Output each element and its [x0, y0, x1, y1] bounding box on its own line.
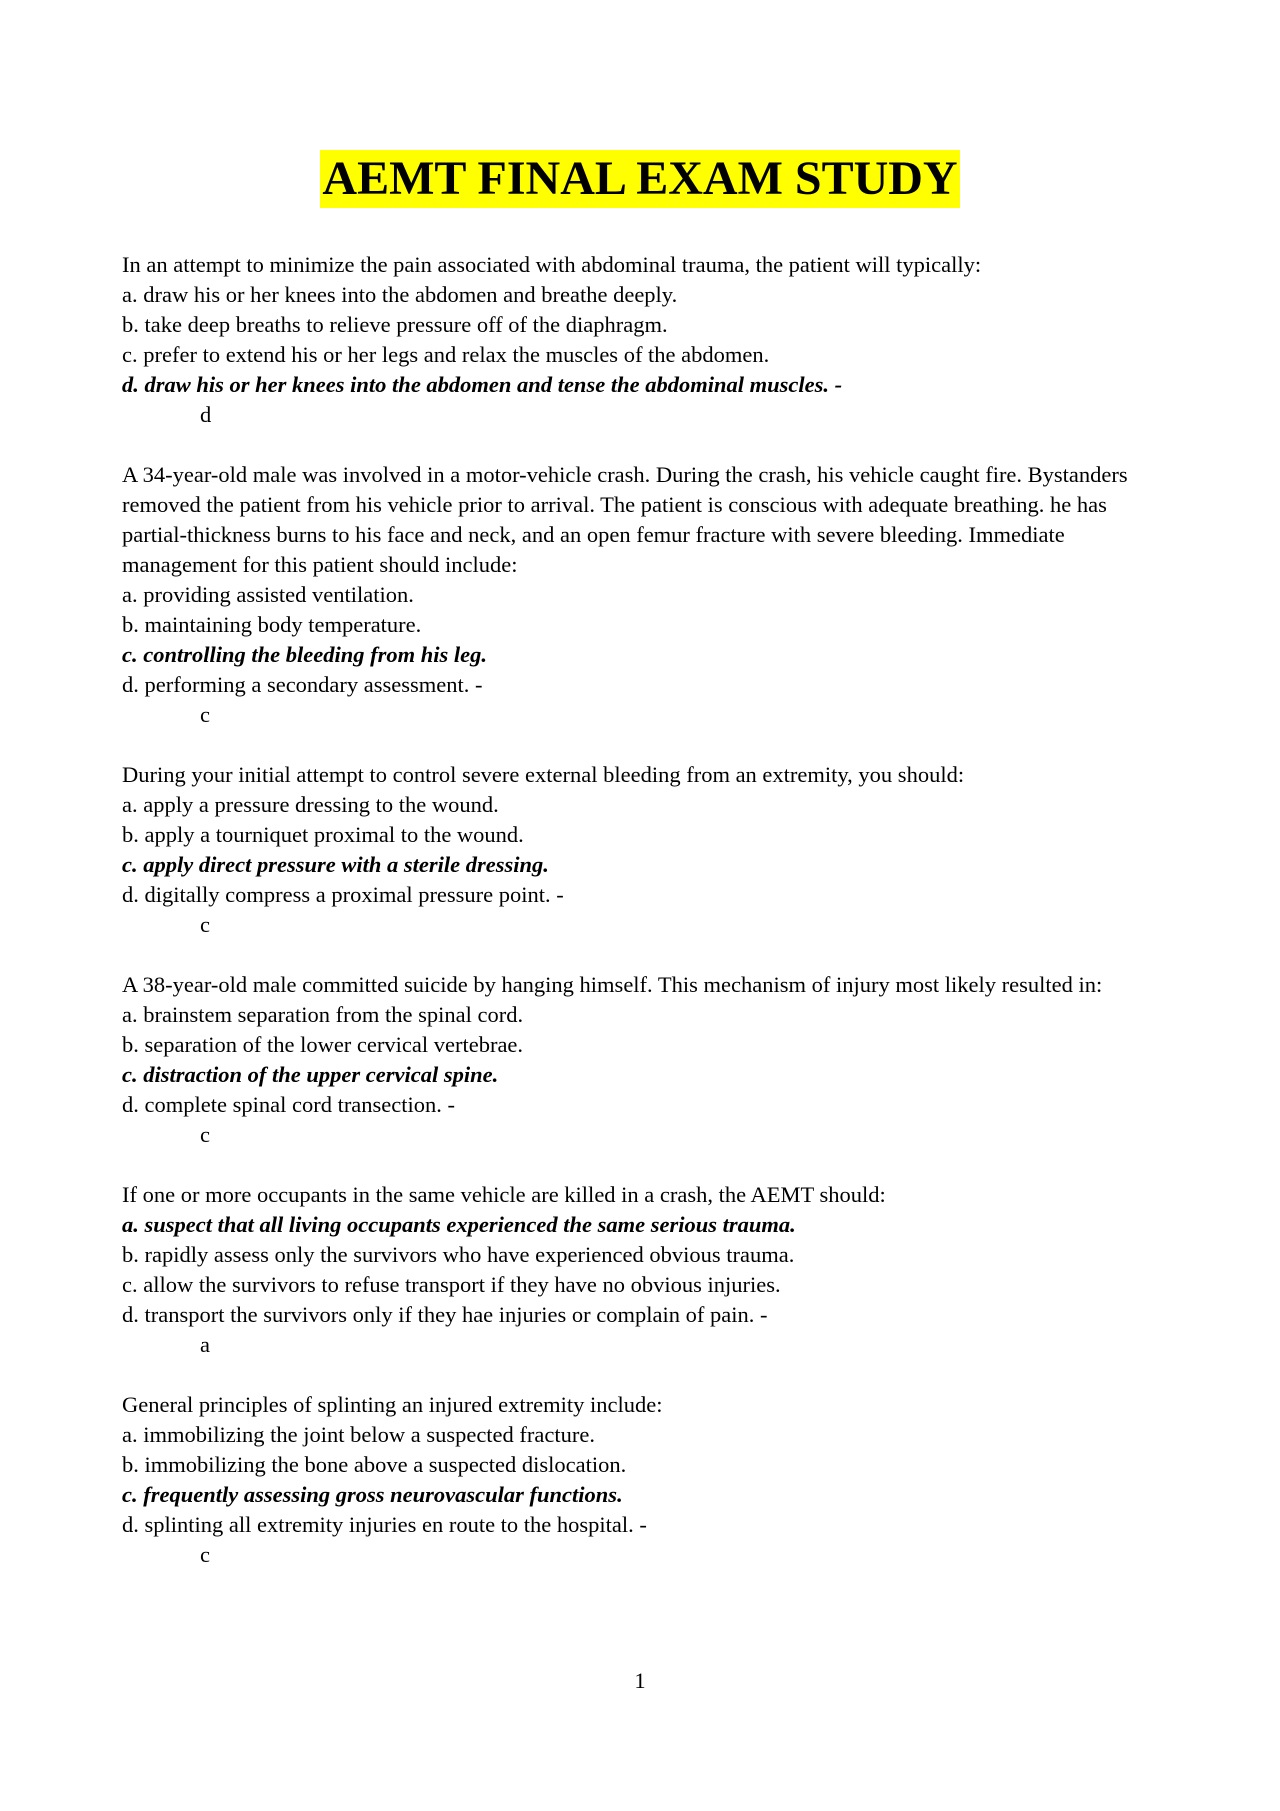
answer-option: c. prefer to extend his or her legs and relax the muscles of the abdomen.: [122, 342, 770, 367]
question-stem: During your initial attempt to control severe external bleeding from an extremity, you should:: [122, 762, 965, 787]
answer-option: a. brainstem separation from the spinal cord.: [122, 1002, 524, 1027]
correct-option: a. suspect that all living occupants experienced the same serious trauma.: [122, 1212, 796, 1237]
question-stem: General principles of splinting an injured extremity include:: [122, 1392, 663, 1417]
question-block: [122, 460, 1172, 730]
answer-option: d. splinting all extremity injuries en route to the hospital. -: [122, 1512, 647, 1537]
question-block: [122, 1390, 1172, 1570]
correct-option: c. apply direct pressure with a sterile dressing.: [122, 852, 549, 877]
answer-option: b. apply a tourniquet proximal to the wound.: [122, 822, 524, 847]
correct-option: c. controlling the bleeding from his leg.: [122, 642, 488, 667]
answer-option: a. draw his or her knees into the abdomen and breathe deeply.: [122, 282, 678, 307]
answer-option: d. complete spinal cord transection. -: [122, 1092, 456, 1117]
answer-option: a. immobilizing the joint below a suspected fracture.: [122, 1422, 595, 1447]
answer-key: c: [200, 912, 210, 937]
question-stem: If one or more occupants in the same vehicle are killed in a crash, the AEMT should:: [122, 1182, 886, 1207]
answer-option: d. digitally compress a proximal pressure point. -: [122, 882, 564, 907]
answer-option: d. transport the survivors only if they hae injuries or complain of pain. -: [122, 1302, 768, 1327]
question-list: [122, 250, 1172, 1600]
answer-option: c. allow the survivors to refuse transport if they have no obvious injuries.: [122, 1272, 781, 1297]
question-block: [122, 760, 1172, 940]
correct-option: c. distraction of the upper cervical spine.: [122, 1062, 499, 1087]
correct-option: d. draw his or her knees into the abdomen and tense the abdominal muscles. -: [122, 372, 843, 397]
question-block: [122, 250, 1172, 430]
question-block: [122, 970, 1172, 1150]
answer-option: b. maintaining body temperature.: [122, 612, 422, 637]
answer-option: a. apply a pressure dressing to the wound.: [122, 792, 499, 817]
question-stem: A 38-year-old male committed suicide by hanging himself. This mechanism of injury most likely resulted in:: [122, 972, 1103, 997]
answer-option: b. take deep breaths to relieve pressure off of the diaphragm.: [122, 312, 668, 337]
answer-key: c: [200, 1542, 210, 1567]
answer-option: b. immobilizing the bone above a suspected dislocation.: [122, 1452, 627, 1477]
answer-key: c: [200, 1122, 210, 1147]
answer-option: a. providing assisted ventilation.: [122, 582, 414, 607]
answer-key: a: [200, 1332, 210, 1357]
question-block: [122, 1180, 1172, 1360]
answer-key: d: [200, 402, 212, 427]
answer-key: c: [200, 702, 210, 727]
answer-option: b. rapidly assess only the survivors who have experienced obvious trauma.: [122, 1242, 795, 1267]
answer-option: b. separation of the lower cervical vertebrae.: [122, 1032, 524, 1057]
question-stem: A 34-year-old male was involved in a motor-vehicle crash. During the crash, his vehicle caught fire. Bystanders removed the patient from his vehicle prior to arrival. The patient is conscious with adequate breathing. he has partial-thickness burns to his face and neck, and an open femur fracture with severe bleeding. Immediate management for this patient should include:: [122, 462, 1134, 577]
document-title: AEMT FINAL EXAM STUDY: [320, 150, 959, 208]
answer-option: d. performing a secondary assessment. -: [122, 672, 483, 697]
correct-option: c. frequently assessing gross neurovascular functions.: [122, 1482, 623, 1507]
page-number: 1: [634, 1668, 646, 1693]
question-stem: In an attempt to minimize the pain associated with abdominal trauma, the patient will typically:: [122, 252, 982, 277]
title-wrap: [0, 150, 1280, 208]
